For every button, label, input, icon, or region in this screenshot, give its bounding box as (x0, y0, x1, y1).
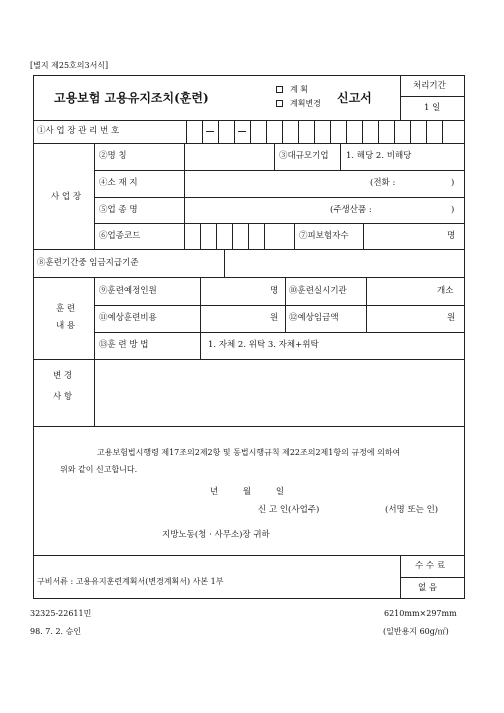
expected-wage-unit: 원 (447, 313, 456, 323)
main-product-label: (주생산품 : (330, 205, 372, 215)
form-number: 32325-22611민 (30, 609, 92, 618)
insured-count-label: ⑦피보험자수 (299, 231, 349, 241)
wage-basis-input[interactable] (225, 250, 464, 276)
planned-persons-unit: 명 (270, 286, 279, 296)
large-company-label: ③대규모기업 (279, 151, 329, 161)
form-title-suffix: 신고서 (337, 91, 372, 105)
phone-label: (전화 : (370, 178, 396, 188)
training-section-label-1: 훈 련 (56, 304, 76, 314)
processing-period-value: 1 일 (424, 103, 441, 113)
plan-checkbox[interactable] (276, 86, 283, 93)
changes-label-2: 사 항 (53, 392, 73, 402)
processing-period-label: 처리기간 (413, 81, 446, 91)
employer-id-label: ①사 업 장 관 리 번 호 (37, 126, 120, 136)
training-institution-input[interactable] (367, 278, 432, 304)
recipient-label: 지방노동(청 · 사무소)장 귀하 (162, 530, 270, 540)
training-method-label: ⑬훈 련 방 법 (99, 340, 149, 350)
address-input[interactable] (185, 171, 365, 196)
planned-persons-input[interactable] (201, 278, 271, 304)
paper-type: (일반용지 60g/㎡) (383, 627, 449, 636)
address-label: ④소 재 지 (99, 178, 138, 188)
form-reference: [별지 제25호의3서식] (30, 61, 109, 70)
training-institution-unit: 개소 (437, 286, 454, 296)
plan-change-option-label: 계획변경 (290, 99, 321, 108)
name-label: ②명 칭 (99, 151, 127, 161)
expected-wage-label: ⑫예상임금액 (289, 313, 339, 323)
wage-basis-label: ⑧훈련기간중 임금지급기준 (37, 258, 139, 268)
paper-size: 6210mm×297mm (384, 609, 457, 618)
workplace-section-label: 사 업 장 (51, 192, 82, 202)
insured-count-unit: 명 (447, 231, 456, 241)
training-section-label-2: 내 용 (56, 321, 76, 331)
plan-option-label: 계 획 (290, 85, 308, 94)
form-title: 고용보험 고용유지조치(훈련) (54, 91, 209, 105)
declaration-line-1: 고용보험법시행령 제17조의2제2항 및 동법시행규칙 제22조의2제1항의 규정에 의하여 (97, 448, 401, 457)
changes-input[interactable] (95, 360, 464, 425)
fee-label: 수 수 료 (415, 561, 446, 571)
planned-persons-label: ⑨훈련예정인원 (99, 286, 157, 296)
training-cost-input[interactable] (201, 306, 271, 331)
training-institution-label: ⑩훈련실시기관 (289, 286, 347, 296)
training-cost-label: ⑪예상훈련비용 (99, 313, 157, 323)
declaration-date[interactable]: 년 월 일 (210, 487, 285, 497)
name-input[interactable] (185, 144, 273, 169)
expected-wage-input[interactable] (367, 306, 442, 331)
main-product-close: ) (451, 205, 455, 215)
approval-date: 98. 7. 2. 승인 (30, 627, 82, 636)
industry-name-label: ⑤업 종 명 (99, 205, 138, 215)
training-cost-unit: 원 (270, 313, 279, 323)
industry-code-input[interactable] (185, 224, 293, 248)
industry-name-input[interactable] (185, 198, 325, 222)
declarant-label: 신 고 인(사업주) (258, 505, 320, 515)
changes-label-1: 변 경 (53, 371, 73, 381)
declaration-line-2: 위와 같이 신고합니다. (60, 465, 138, 474)
plan-change-checkbox[interactable] (276, 100, 283, 107)
employer-id-input[interactable] (186, 120, 465, 143)
fee-value: 없 음 (418, 583, 438, 593)
signature-label[interactable]: (서명 또는 인) (385, 505, 439, 515)
large-company-options[interactable]: 1. 해당 2. 비해당 (346, 151, 412, 161)
phone-close: ) (451, 178, 455, 188)
industry-code-label: ⑥업종코드 (99, 231, 141, 241)
training-method-options[interactable]: 1. 자체 2. 위탁 3. 자체+위탁 (208, 340, 319, 350)
attachments-label: 구비서류 : 고용유지훈련계획서(변경계획서) 사본 1부 (37, 577, 224, 586)
